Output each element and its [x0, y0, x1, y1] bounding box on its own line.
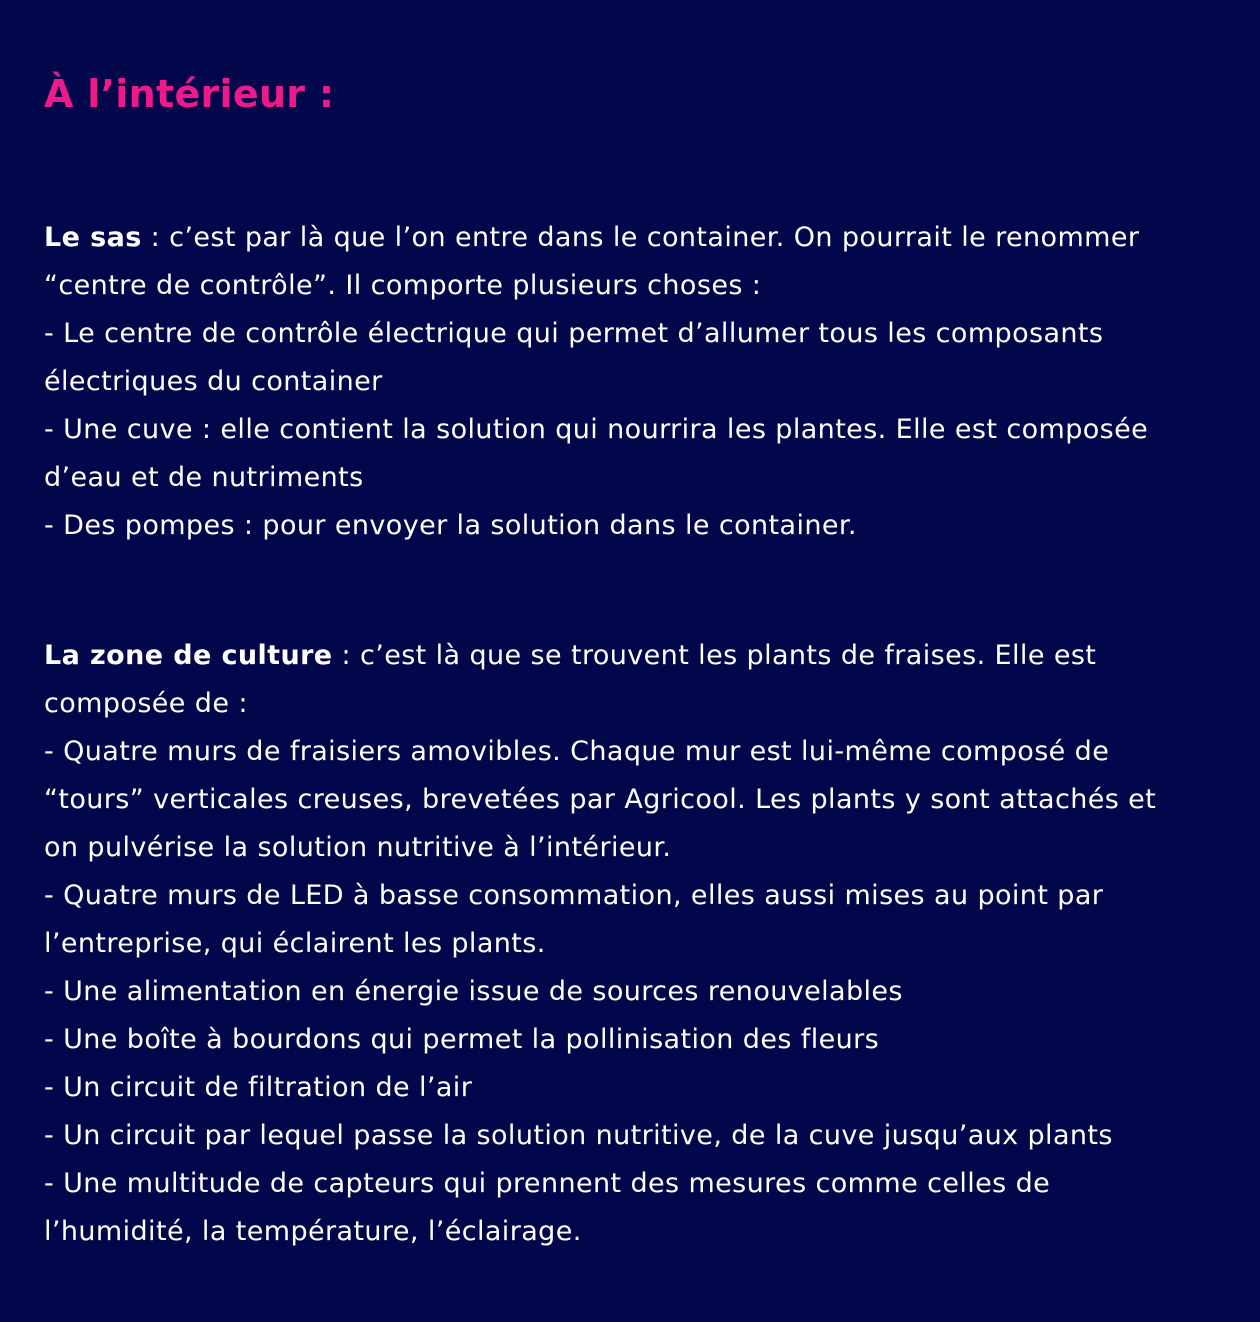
sas-intro-line-2: “centre de contrôle”. Il comporte plusieurs choses : — [44, 270, 762, 301]
culture-list-item: l’entreprise, qui éclairent les plants. — [44, 928, 546, 959]
sas-list-item: - Une cuve : elle contient la solution qui nourrira les plantes. Elle est composée — [44, 414, 1149, 445]
sas-term: Le sas — [44, 222, 142, 253]
culture-term: La zone de culture — [44, 640, 333, 671]
culture-list-item: on pulvérise la solution nutritive à l’intérieur. — [44, 832, 672, 863]
sas-intro-line — [44, 214, 1224, 262]
culture-list-item: - Quatre murs de LED à basse consommation, elles aussi mises au point par — [44, 880, 1104, 911]
culture-list-item: - Un circuit par lequel passe la solution nutritive, de la cuve jusqu’aux plants — [44, 1120, 1113, 1151]
sas-intro-text: : c’est par là que l’on entre dans le container. On pourrait le renommer — [141, 222, 1140, 253]
page-title: À l’intérieur : — [44, 72, 335, 116]
culture-list-item: - Une boîte à bourdons qui permet la pollinisation des fleurs — [44, 1024, 880, 1055]
culture-list-item: - Quatre murs de fraisiers amovibles. Chaque mur est lui-même composé de — [44, 736, 1110, 767]
culture-intro-line — [44, 632, 1224, 680]
culture-intro-line-2: composée de : — [44, 688, 248, 719]
culture-list-item: “tours” verticales creuses, brevetées par Agricool. Les plants y sont attachés et — [44, 784, 1157, 815]
sas-list-item: - Le centre de contrôle électrique qui permet d’allumer tous les composants — [44, 318, 1104, 349]
sas-list-item: électriques du container — [44, 366, 383, 397]
culture-list-item: - Un circuit de filtration de l’air — [44, 1072, 473, 1103]
culture-list-item: l’humidité, la température, l’éclairage. — [44, 1216, 582, 1247]
culture-intro-text: : c’est là que se trouvent les plants de fraises. Elle est — [332, 640, 1097, 671]
sas-list-item: - Des pompes : pour envoyer la solution dans le container. — [44, 510, 857, 541]
culture-list-item: - Une alimentation en énergie issue de sources renouvelables — [44, 976, 903, 1007]
culture-list-item: - Une multitude de capteurs qui prennent des mesures comme celles de — [44, 1168, 1051, 1199]
section-culture — [44, 632, 1224, 1256]
section-sas — [44, 214, 1224, 550]
sas-list-item: d’eau et de nutriments — [44, 462, 364, 493]
